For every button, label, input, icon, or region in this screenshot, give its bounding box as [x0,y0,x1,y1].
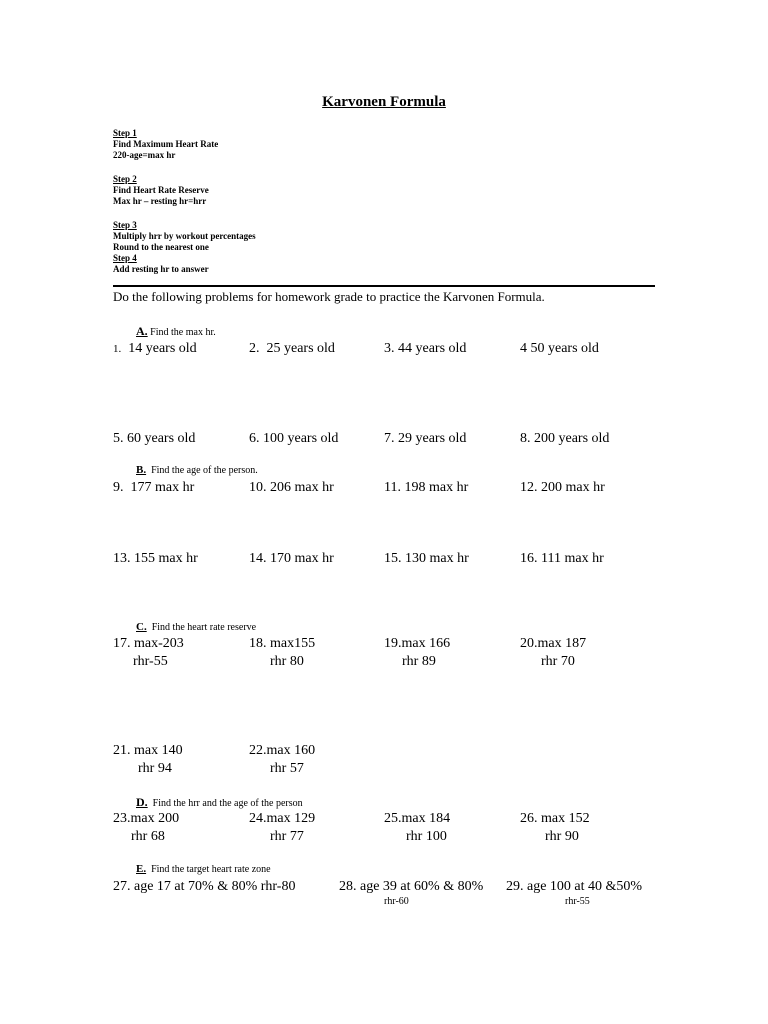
problem-item: 28. age 39 at 60% & 80% [339,879,484,894]
instructions-text: Do the following problems for homework grade to practice the Karvonen Formula. [113,289,545,304]
problem-item: 3. 44 years old [384,341,467,356]
problem-item: 14. 170 max hr [249,551,334,566]
problem-item: 29. age 100 at 40 &50% [506,879,643,894]
problem-subline: rhr 89 [402,654,436,669]
section-instruction: Find the heart rate reserve [151,622,257,633]
step-line: Round to the nearest one [113,242,209,252]
problem-subline: rhr-60 [384,896,409,907]
step-line: Add resting hr to answer [113,264,209,274]
step-heading: Step 3 [113,220,137,230]
divider-line [113,285,655,287]
problem-item: 22.max 160 [249,743,316,758]
section-instruction: Find the max hr. [150,327,216,338]
section-instruction: Find the target heart rate zone [151,864,271,875]
problem-item: 23.max 200 [113,811,180,826]
step-heading: Step 1 [113,128,137,138]
section-instruction: Find the age of the person. [151,465,258,476]
problem-subline: rhr 57 [270,761,304,776]
section-letter: B. [136,464,147,476]
problem-item: 21. max 140 [113,743,183,758]
step-1 [113,128,256,161]
step-4 [113,253,256,275]
section-d-heading [136,795,303,810]
problem-subline: rhr-55 [133,654,168,669]
problem-item: 7. 29 years old [384,431,467,446]
problem-item: 26. max 152 [520,811,590,826]
section-instruction: Find the hrr and the age of the person [152,798,303,809]
steps-block [113,128,256,275]
problem-item: 18. max155 [249,636,316,651]
step-heading: Step 4 [113,253,137,263]
problem-subline: rhr 70 [541,654,575,669]
problem-item: 10. 206 max hr [249,480,334,495]
problem-item: 25.max 184 [384,811,451,826]
problem-subline: rhr 94 [138,761,172,776]
problem-item: 9. 177 max hr [113,480,195,495]
problem-item: 12. 200 max hr [520,480,605,495]
section-letter: E. [136,863,147,875]
problem-item: 2. 25 years old [249,341,335,356]
problem-item: 6. 100 years old [249,431,339,446]
problem-subline: rhr 100 [406,829,447,844]
step-3 [113,220,256,253]
step-heading: Step 2 [113,174,137,184]
problem-item: 13. 155 max hr [113,551,198,566]
problem-item: 5. 60 years old [113,431,196,446]
problem-item: 1. 14 years old [113,341,197,356]
step-line: Max hr – resting hr=hrr [113,196,207,206]
section-letter: A. [136,324,148,338]
problem-item: 15. 130 max hr [384,551,469,566]
problem-item: 17. max-203 [113,636,184,651]
problem-item: 20.max 187 [520,636,587,651]
problem-item: 24.max 129 [249,811,316,826]
problem-subline: rhr 68 [131,829,165,844]
problem-subline: rhr 80 [270,654,304,669]
section-letter: C. [136,621,147,633]
step-2 [113,174,256,207]
step-line: 220-age=max hr [113,150,176,160]
section-c-heading [136,621,256,633]
section-e-heading [136,863,271,875]
problem-item: 19.max 166 [384,636,451,651]
page-title: Karvonen Formula [322,94,446,110]
step-line: Find Heart Rate Reserve [113,185,209,195]
problem-subline: rhr 90 [545,829,579,844]
problem-item: 8. 200 years old [520,431,610,446]
problem-item: 11. 198 max hr [384,480,469,495]
section-b-heading [136,464,258,476]
problem-item: 27. age 17 at 70% & 80% rhr-80 [113,879,296,894]
problem-item: 16. 111 max hr [520,551,604,566]
problem-subline: rhr 77 [270,829,304,844]
section-letter: D. [136,795,148,809]
section-a-heading [136,324,216,339]
problem-item: 4 50 years old [520,341,599,356]
problem-subline: rhr-55 [565,896,590,907]
step-line: Find Maximum Heart Rate [113,139,219,149]
step-line: Multiply hrr by workout percentages [113,231,256,241]
